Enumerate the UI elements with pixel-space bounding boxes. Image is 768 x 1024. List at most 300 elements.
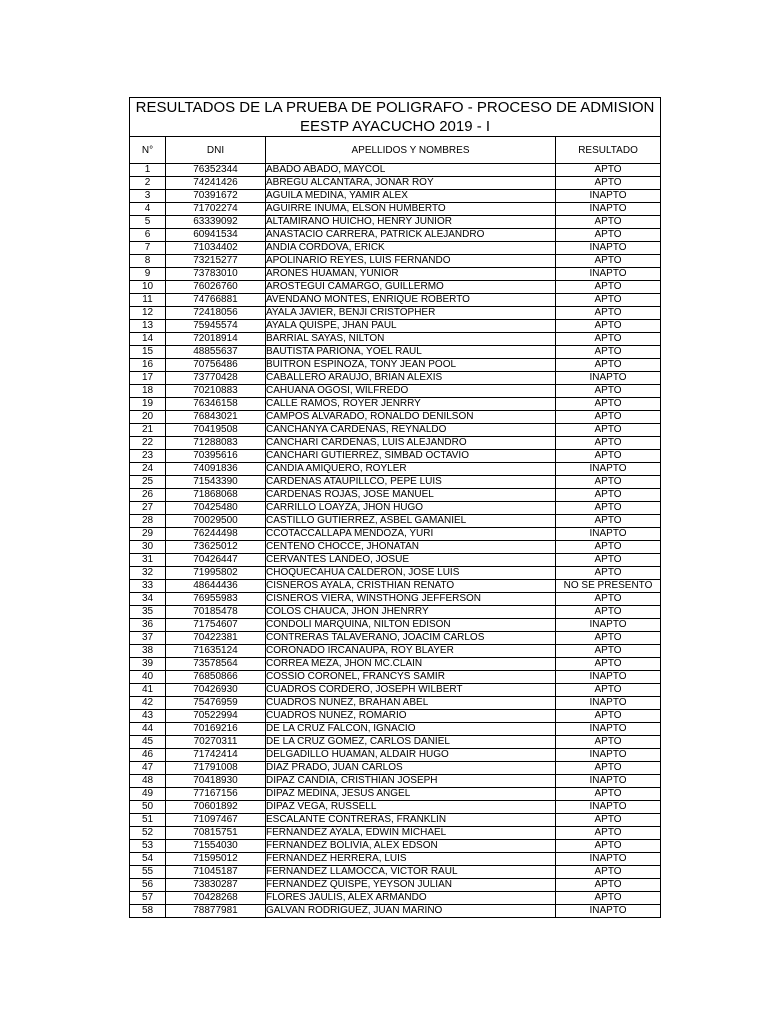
- row-dni: 73770428: [166, 372, 266, 385]
- row-number: 1: [130, 164, 166, 177]
- row-number: 31: [130, 554, 166, 567]
- row-full-name: CISNEROS VIERA, WINSTHONG JEFFERSON: [266, 593, 556, 606]
- row-dni: 70395616: [166, 450, 266, 463]
- row-full-name: COSSIO CORONEL, FRANCYS SAMIR: [266, 671, 556, 684]
- row-number: 36: [130, 619, 166, 632]
- row-result: APTO: [556, 827, 661, 840]
- row-dni: 72018914: [166, 333, 266, 346]
- row-number: 38: [130, 645, 166, 658]
- table-row: [130, 203, 661, 216]
- row-full-name: CUADROS NUNEZ, ROMARIO: [266, 710, 556, 723]
- row-number: 9: [130, 268, 166, 281]
- row-number: 24: [130, 463, 166, 476]
- table-row: [130, 866, 661, 879]
- table-row: [130, 359, 661, 372]
- row-result: APTO: [556, 359, 661, 372]
- row-full-name: FERNANDEZ LLAMOCCA, VICTOR RAUL: [266, 866, 556, 879]
- row-result: INAPTO: [556, 528, 661, 541]
- row-dni: 70522994: [166, 710, 266, 723]
- row-full-name: ANASTACIO CARRERA, PATRICK ALEJANDRO: [266, 229, 556, 242]
- row-result: APTO: [556, 632, 661, 645]
- table-row: [130, 580, 661, 593]
- table-row: [130, 853, 661, 866]
- document-title: [130, 98, 661, 137]
- row-number: 52: [130, 827, 166, 840]
- row-full-name: DE LA CRUZ GOMEZ, CARLOS DANIEL: [266, 736, 556, 749]
- row-number: 16: [130, 359, 166, 372]
- table-row: [130, 554, 661, 567]
- table-row: [130, 905, 661, 918]
- row-number: 25: [130, 476, 166, 489]
- row-full-name: AGUIRRE INUMA, ELSON HUMBERTO: [266, 203, 556, 216]
- table-row: [130, 242, 661, 255]
- row-number: 20: [130, 411, 166, 424]
- table-row: [130, 398, 661, 411]
- row-full-name: CHOQUECAHUA CALDERON, JOSE LUIS: [266, 567, 556, 580]
- row-full-name: CASTILLO GUTIERREZ, ASBEL GAMANIEL: [266, 515, 556, 528]
- row-full-name: CANCHARI GUTIERREZ, SIMBAD OCTAVIO: [266, 450, 556, 463]
- header-result: RESULTADO: [556, 137, 661, 164]
- header-dni: DNI: [166, 137, 266, 164]
- table-row: [130, 489, 661, 502]
- table-row: [130, 684, 661, 697]
- table-row: [130, 567, 661, 580]
- row-number: 39: [130, 658, 166, 671]
- row-dni: 76244498: [166, 528, 266, 541]
- row-dni: 70029500: [166, 515, 266, 528]
- table-row: [130, 255, 661, 268]
- row-result: INAPTO: [556, 268, 661, 281]
- row-result: APTO: [556, 684, 661, 697]
- row-dni: 77167156: [166, 788, 266, 801]
- row-result: APTO: [556, 489, 661, 502]
- row-dni: 70425480: [166, 502, 266, 515]
- row-number: 49: [130, 788, 166, 801]
- header-number: N°: [130, 137, 166, 164]
- row-full-name: ABADO ABADO, MAYCOL: [266, 164, 556, 177]
- table-row: [130, 385, 661, 398]
- row-number: 45: [130, 736, 166, 749]
- row-result: INAPTO: [556, 775, 661, 788]
- row-dni: 70601892: [166, 801, 266, 814]
- row-full-name: BUITRON ESPINOZA, TONY JEAN POOL: [266, 359, 556, 372]
- row-result: APTO: [556, 554, 661, 567]
- row-dni: 70210883: [166, 385, 266, 398]
- row-dni: 71554030: [166, 840, 266, 853]
- row-result: INAPTO: [556, 190, 661, 203]
- row-number: 27: [130, 502, 166, 515]
- row-dni: 70428268: [166, 892, 266, 905]
- row-result: INAPTO: [556, 671, 661, 684]
- table-row: [130, 190, 661, 203]
- table-row: [130, 320, 661, 333]
- row-number: 47: [130, 762, 166, 775]
- row-dni: 71742414: [166, 749, 266, 762]
- row-result: APTO: [556, 450, 661, 463]
- row-result: APTO: [556, 502, 661, 515]
- row-full-name: CERVANTES LANDEO, JOSUE: [266, 554, 556, 567]
- table-row: [130, 268, 661, 281]
- row-dni: 73830287: [166, 879, 266, 892]
- row-number: 11: [130, 294, 166, 307]
- row-number: 13: [130, 320, 166, 333]
- table-row: [130, 177, 661, 190]
- row-dni: 72418056: [166, 307, 266, 320]
- row-dni: 71288083: [166, 437, 266, 450]
- row-full-name: ALTAMIRANO HUICHO, HENRY JUNIOR: [266, 216, 556, 229]
- row-dni: 71635124: [166, 645, 266, 658]
- row-number: 54: [130, 853, 166, 866]
- table-row: [130, 710, 661, 723]
- row-full-name: AYALA JAVIER, BENJI CRISTOPHER: [266, 307, 556, 320]
- row-dni: 74766881: [166, 294, 266, 307]
- row-result: INAPTO: [556, 723, 661, 736]
- row-dni: 73625012: [166, 541, 266, 554]
- row-number: 14: [130, 333, 166, 346]
- row-dni: 71791008: [166, 762, 266, 775]
- row-dni: 71595012: [166, 853, 266, 866]
- row-result: APTO: [556, 385, 661, 398]
- row-full-name: AYALA QUISPE, JHAN PAUL: [266, 320, 556, 333]
- table-row: [130, 762, 661, 775]
- row-full-name: CORONADO IRCANAUPA, ROY BLAYER: [266, 645, 556, 658]
- row-result: APTO: [556, 762, 661, 775]
- row-dni: 71045187: [166, 866, 266, 879]
- row-result: INAPTO: [556, 853, 661, 866]
- row-dni: 75945574: [166, 320, 266, 333]
- row-result: APTO: [556, 216, 661, 229]
- row-number: 33: [130, 580, 166, 593]
- row-full-name: BAUTISTA PARIONA, YOEL RAUL: [266, 346, 556, 359]
- row-dni: 71034402: [166, 242, 266, 255]
- table-row: [130, 229, 661, 242]
- row-full-name: DIPAZ VEGA, RUSSELL: [266, 801, 556, 814]
- table-row: [130, 801, 661, 814]
- row-number: 26: [130, 489, 166, 502]
- row-result: APTO: [556, 281, 661, 294]
- row-full-name: CARDENAS ROJAS, JOSE MANUEL: [266, 489, 556, 502]
- table-row: [130, 528, 661, 541]
- row-result: APTO: [556, 606, 661, 619]
- table-row: [130, 593, 661, 606]
- row-result: APTO: [556, 177, 661, 190]
- title-line-2: EESTP AYACUCHO 2019 - I: [299, 118, 491, 135]
- row-number: 51: [130, 814, 166, 827]
- row-full-name: CABALLERO ARAUJO, BRIAN ALEXIS: [266, 372, 556, 385]
- header-row: [130, 137, 661, 164]
- row-result: APTO: [556, 164, 661, 177]
- row-full-name: APOLINARIO REYES, LUIS FERNANDO: [266, 255, 556, 268]
- table-row: [130, 281, 661, 294]
- row-full-name: CAMPOS ALVARADO, RONALDO DENILSON: [266, 411, 556, 424]
- row-full-name: CORREA MEZA, JHON MC.CLAIN: [266, 658, 556, 671]
- row-result: APTO: [556, 541, 661, 554]
- row-result: APTO: [556, 645, 661, 658]
- row-number: 18: [130, 385, 166, 398]
- table-row: [130, 411, 661, 424]
- row-number: 22: [130, 437, 166, 450]
- row-number: 57: [130, 892, 166, 905]
- row-number: 50: [130, 801, 166, 814]
- row-result: APTO: [556, 866, 661, 879]
- row-result: APTO: [556, 593, 661, 606]
- row-full-name: CARDENAS ATAUPILLCO, PEPE LUIS: [266, 476, 556, 489]
- table-row: [130, 502, 661, 515]
- row-result: APTO: [556, 229, 661, 242]
- table-row: [130, 164, 661, 177]
- row-full-name: ARONES HUAMAN, YUNIOR: [266, 268, 556, 281]
- table-row: [130, 450, 661, 463]
- row-result: APTO: [556, 879, 661, 892]
- row-result: APTO: [556, 658, 661, 671]
- results-table: [129, 97, 661, 918]
- row-number: 55: [130, 866, 166, 879]
- row-number: 40: [130, 671, 166, 684]
- row-full-name: DIPAZ MEDINA, JESUS ANGEL: [266, 788, 556, 801]
- row-dni: 73783010: [166, 268, 266, 281]
- row-number: 37: [130, 632, 166, 645]
- row-full-name: FERNANDEZ BOLIVIA, ALEX EDSON: [266, 840, 556, 853]
- row-full-name: FERNANDEZ AYALA, EDWIN MICHAEL: [266, 827, 556, 840]
- row-number: 41: [130, 684, 166, 697]
- row-dni: 76955983: [166, 593, 266, 606]
- table-row: [130, 294, 661, 307]
- table-row: [130, 424, 661, 437]
- row-full-name: GALVAN RODRIGUEZ, JUAN MARINO: [266, 905, 556, 918]
- row-number: 12: [130, 307, 166, 320]
- row-dni: 71702274: [166, 203, 266, 216]
- row-result: APTO: [556, 840, 661, 853]
- row-full-name: AROSTEGUI CAMARGO, GUILLERMO: [266, 281, 556, 294]
- table-row: [130, 788, 661, 801]
- row-number: 6: [130, 229, 166, 242]
- row-dni: 71995802: [166, 567, 266, 580]
- row-full-name: DE LA CRUZ FALCON, IGNACIO: [266, 723, 556, 736]
- row-full-name: ESCALANTE CONTRERAS, FRANKLIN: [266, 814, 556, 827]
- row-full-name: ANDIA CORDOVA, ERICK: [266, 242, 556, 255]
- table-row: [130, 775, 661, 788]
- row-result: INAPTO: [556, 372, 661, 385]
- table-row: [130, 437, 661, 450]
- row-result: NO SE PRESENTO: [556, 580, 661, 593]
- row-full-name: CAHUANA OGOSI, WILFREDO: [266, 385, 556, 398]
- table-row: [130, 541, 661, 554]
- table-row: [130, 723, 661, 736]
- row-full-name: DIPAZ CANDIA, CRISTHIAN JOSEPH: [266, 775, 556, 788]
- row-number: 53: [130, 840, 166, 853]
- row-result: INAPTO: [556, 242, 661, 255]
- row-dni: 76026760: [166, 281, 266, 294]
- row-full-name: CALLE RAMOS, ROYER JENRRY: [266, 398, 556, 411]
- row-number: 43: [130, 710, 166, 723]
- row-dni: 73578564: [166, 658, 266, 671]
- row-dni: 75476959: [166, 697, 266, 710]
- row-dni: 70815751: [166, 827, 266, 840]
- table-row: [130, 619, 661, 632]
- row-dni: 70270311: [166, 736, 266, 749]
- table-row: [130, 749, 661, 762]
- row-result: APTO: [556, 710, 661, 723]
- row-number: 17: [130, 372, 166, 385]
- row-dni: 63339092: [166, 216, 266, 229]
- row-full-name: FERNANDEZ QUISPE, YEYSON JULIAN: [266, 879, 556, 892]
- row-result: APTO: [556, 788, 661, 801]
- row-result: APTO: [556, 567, 661, 580]
- row-dni: 70756486: [166, 359, 266, 372]
- row-dni: 48644436: [166, 580, 266, 593]
- table-row: [130, 814, 661, 827]
- table-row: [130, 892, 661, 905]
- header-name: APELLIDOS Y NOMBRES: [266, 137, 556, 164]
- row-number: 8: [130, 255, 166, 268]
- row-number: 19: [130, 398, 166, 411]
- row-full-name: CONTRERAS TALAVERANO, JOACIM CARLOS: [266, 632, 556, 645]
- row-result: APTO: [556, 892, 661, 905]
- row-result: APTO: [556, 814, 661, 827]
- row-result: APTO: [556, 255, 661, 268]
- row-full-name: ABREGU ALCANTARA, JONAR ROY: [266, 177, 556, 190]
- row-number: 15: [130, 346, 166, 359]
- row-result: APTO: [556, 320, 661, 333]
- results-document: [129, 97, 660, 918]
- row-full-name: CANDIA AMIQUERO, ROYLER: [266, 463, 556, 476]
- row-full-name: DIAZ PRADO, JUAN CARLOS: [266, 762, 556, 775]
- row-full-name: CUADROS CORDERO, JOSEPH WILBERT: [266, 684, 556, 697]
- row-number: 48: [130, 775, 166, 788]
- row-full-name: CISNEROS AYALA, CRISTHIAN RENATO: [266, 580, 556, 593]
- row-dni: 70419508: [166, 424, 266, 437]
- row-result: APTO: [556, 411, 661, 424]
- row-number: 5: [130, 216, 166, 229]
- row-full-name: FLORES JAULIS, ALEX ARMANDO: [266, 892, 556, 905]
- row-number: 2: [130, 177, 166, 190]
- title-row: [130, 98, 661, 137]
- row-number: 58: [130, 905, 166, 918]
- row-number: 4: [130, 203, 166, 216]
- row-result: INAPTO: [556, 619, 661, 632]
- row-dni: 70391672: [166, 190, 266, 203]
- row-dni: 70422381: [166, 632, 266, 645]
- row-full-name: FERNANDEZ HERRERA, LUIS: [266, 853, 556, 866]
- row-result: APTO: [556, 333, 661, 346]
- row-result: INAPTO: [556, 801, 661, 814]
- table-row: [130, 697, 661, 710]
- row-number: 3: [130, 190, 166, 203]
- row-number: 29: [130, 528, 166, 541]
- row-dni: 73215277: [166, 255, 266, 268]
- row-dni: 71543390: [166, 476, 266, 489]
- table-row: [130, 372, 661, 385]
- table-row: [130, 307, 661, 320]
- row-number: 42: [130, 697, 166, 710]
- row-number: 46: [130, 749, 166, 762]
- table-row: [130, 216, 661, 229]
- row-result: APTO: [556, 476, 661, 489]
- table-row: [130, 671, 661, 684]
- table-row: [130, 840, 661, 853]
- row-full-name: CANCHANYA CARDENAS, REYNALDO: [266, 424, 556, 437]
- row-number: 32: [130, 567, 166, 580]
- row-number: 34: [130, 593, 166, 606]
- row-full-name: CCOTACCALLAPA MENDOZA, YURI: [266, 528, 556, 541]
- table-row: [130, 736, 661, 749]
- row-result: APTO: [556, 307, 661, 320]
- row-full-name: COLOS CHAUCA, JHON JHENRRY: [266, 606, 556, 619]
- table-row: [130, 645, 661, 658]
- row-number: 23: [130, 450, 166, 463]
- row-dni: 70426930: [166, 684, 266, 697]
- row-dni: 78877981: [166, 905, 266, 918]
- row-result: INAPTO: [556, 905, 661, 918]
- row-full-name: CARRILLO LOAYZA, JHON HUGO: [266, 502, 556, 515]
- row-number: 35: [130, 606, 166, 619]
- table-row: [130, 333, 661, 346]
- row-dni: 71097467: [166, 814, 266, 827]
- row-full-name: CENTENO CHOCCE, JHONATAN: [266, 541, 556, 554]
- row-dni: 76850866: [166, 671, 266, 684]
- table-row: [130, 346, 661, 359]
- row-result: APTO: [556, 346, 661, 359]
- row-full-name: CONDOLI MARQUINA, NILTON EDISON: [266, 619, 556, 632]
- row-number: 56: [130, 879, 166, 892]
- row-result: INAPTO: [556, 749, 661, 762]
- table-row: [130, 879, 661, 892]
- row-result: INAPTO: [556, 203, 661, 216]
- row-result: APTO: [556, 736, 661, 749]
- row-result: APTO: [556, 424, 661, 437]
- row-dni: 76352344: [166, 164, 266, 177]
- row-dni: 76843021: [166, 411, 266, 424]
- table-row: [130, 658, 661, 671]
- row-full-name: AVENDANO MONTES, ENRIQUE ROBERTO: [266, 294, 556, 307]
- row-full-name: BARRIAL SAYAS, NILTON: [266, 333, 556, 346]
- row-full-name: DELGADILLO HUAMAN, ALDAIR HUGO: [266, 749, 556, 762]
- row-dni: 71754607: [166, 619, 266, 632]
- row-dni: 76346158: [166, 398, 266, 411]
- table-row: [130, 632, 661, 645]
- row-full-name: AGUILA MEDINA, YAMIR ALEX: [266, 190, 556, 203]
- row-number: 28: [130, 515, 166, 528]
- row-dni: 74241426: [166, 177, 266, 190]
- row-result: INAPTO: [556, 463, 661, 476]
- row-number: 10: [130, 281, 166, 294]
- table-row: [130, 476, 661, 489]
- table-row: [130, 515, 661, 528]
- row-dni: 71868068: [166, 489, 266, 502]
- row-result: APTO: [556, 437, 661, 450]
- row-result: INAPTO: [556, 697, 661, 710]
- title-line-1: RESULTADOS DE LA PRUEBA DE POLIGRAFO - PROCESO DE ADMISION: [135, 99, 655, 116]
- row-number: 7: [130, 242, 166, 255]
- row-dni: 70426447: [166, 554, 266, 567]
- row-result: APTO: [556, 398, 661, 411]
- row-full-name: CUADROS NUNEZ, BRAHAN ABEL: [266, 697, 556, 710]
- row-dni: 48855637: [166, 346, 266, 359]
- table-row: [130, 827, 661, 840]
- row-number: 44: [130, 723, 166, 736]
- row-number: 21: [130, 424, 166, 437]
- row-dni: 70418930: [166, 775, 266, 788]
- row-number: 30: [130, 541, 166, 554]
- row-dni: 70185478: [166, 606, 266, 619]
- row-full-name: CANCHARI CARDENAS, LUIS ALEJANDRO: [266, 437, 556, 450]
- row-result: APTO: [556, 294, 661, 307]
- row-dni: 70169216: [166, 723, 266, 736]
- row-dni: 60941534: [166, 229, 266, 242]
- table-row: [130, 606, 661, 619]
- row-result: APTO: [556, 515, 661, 528]
- table-row: [130, 463, 661, 476]
